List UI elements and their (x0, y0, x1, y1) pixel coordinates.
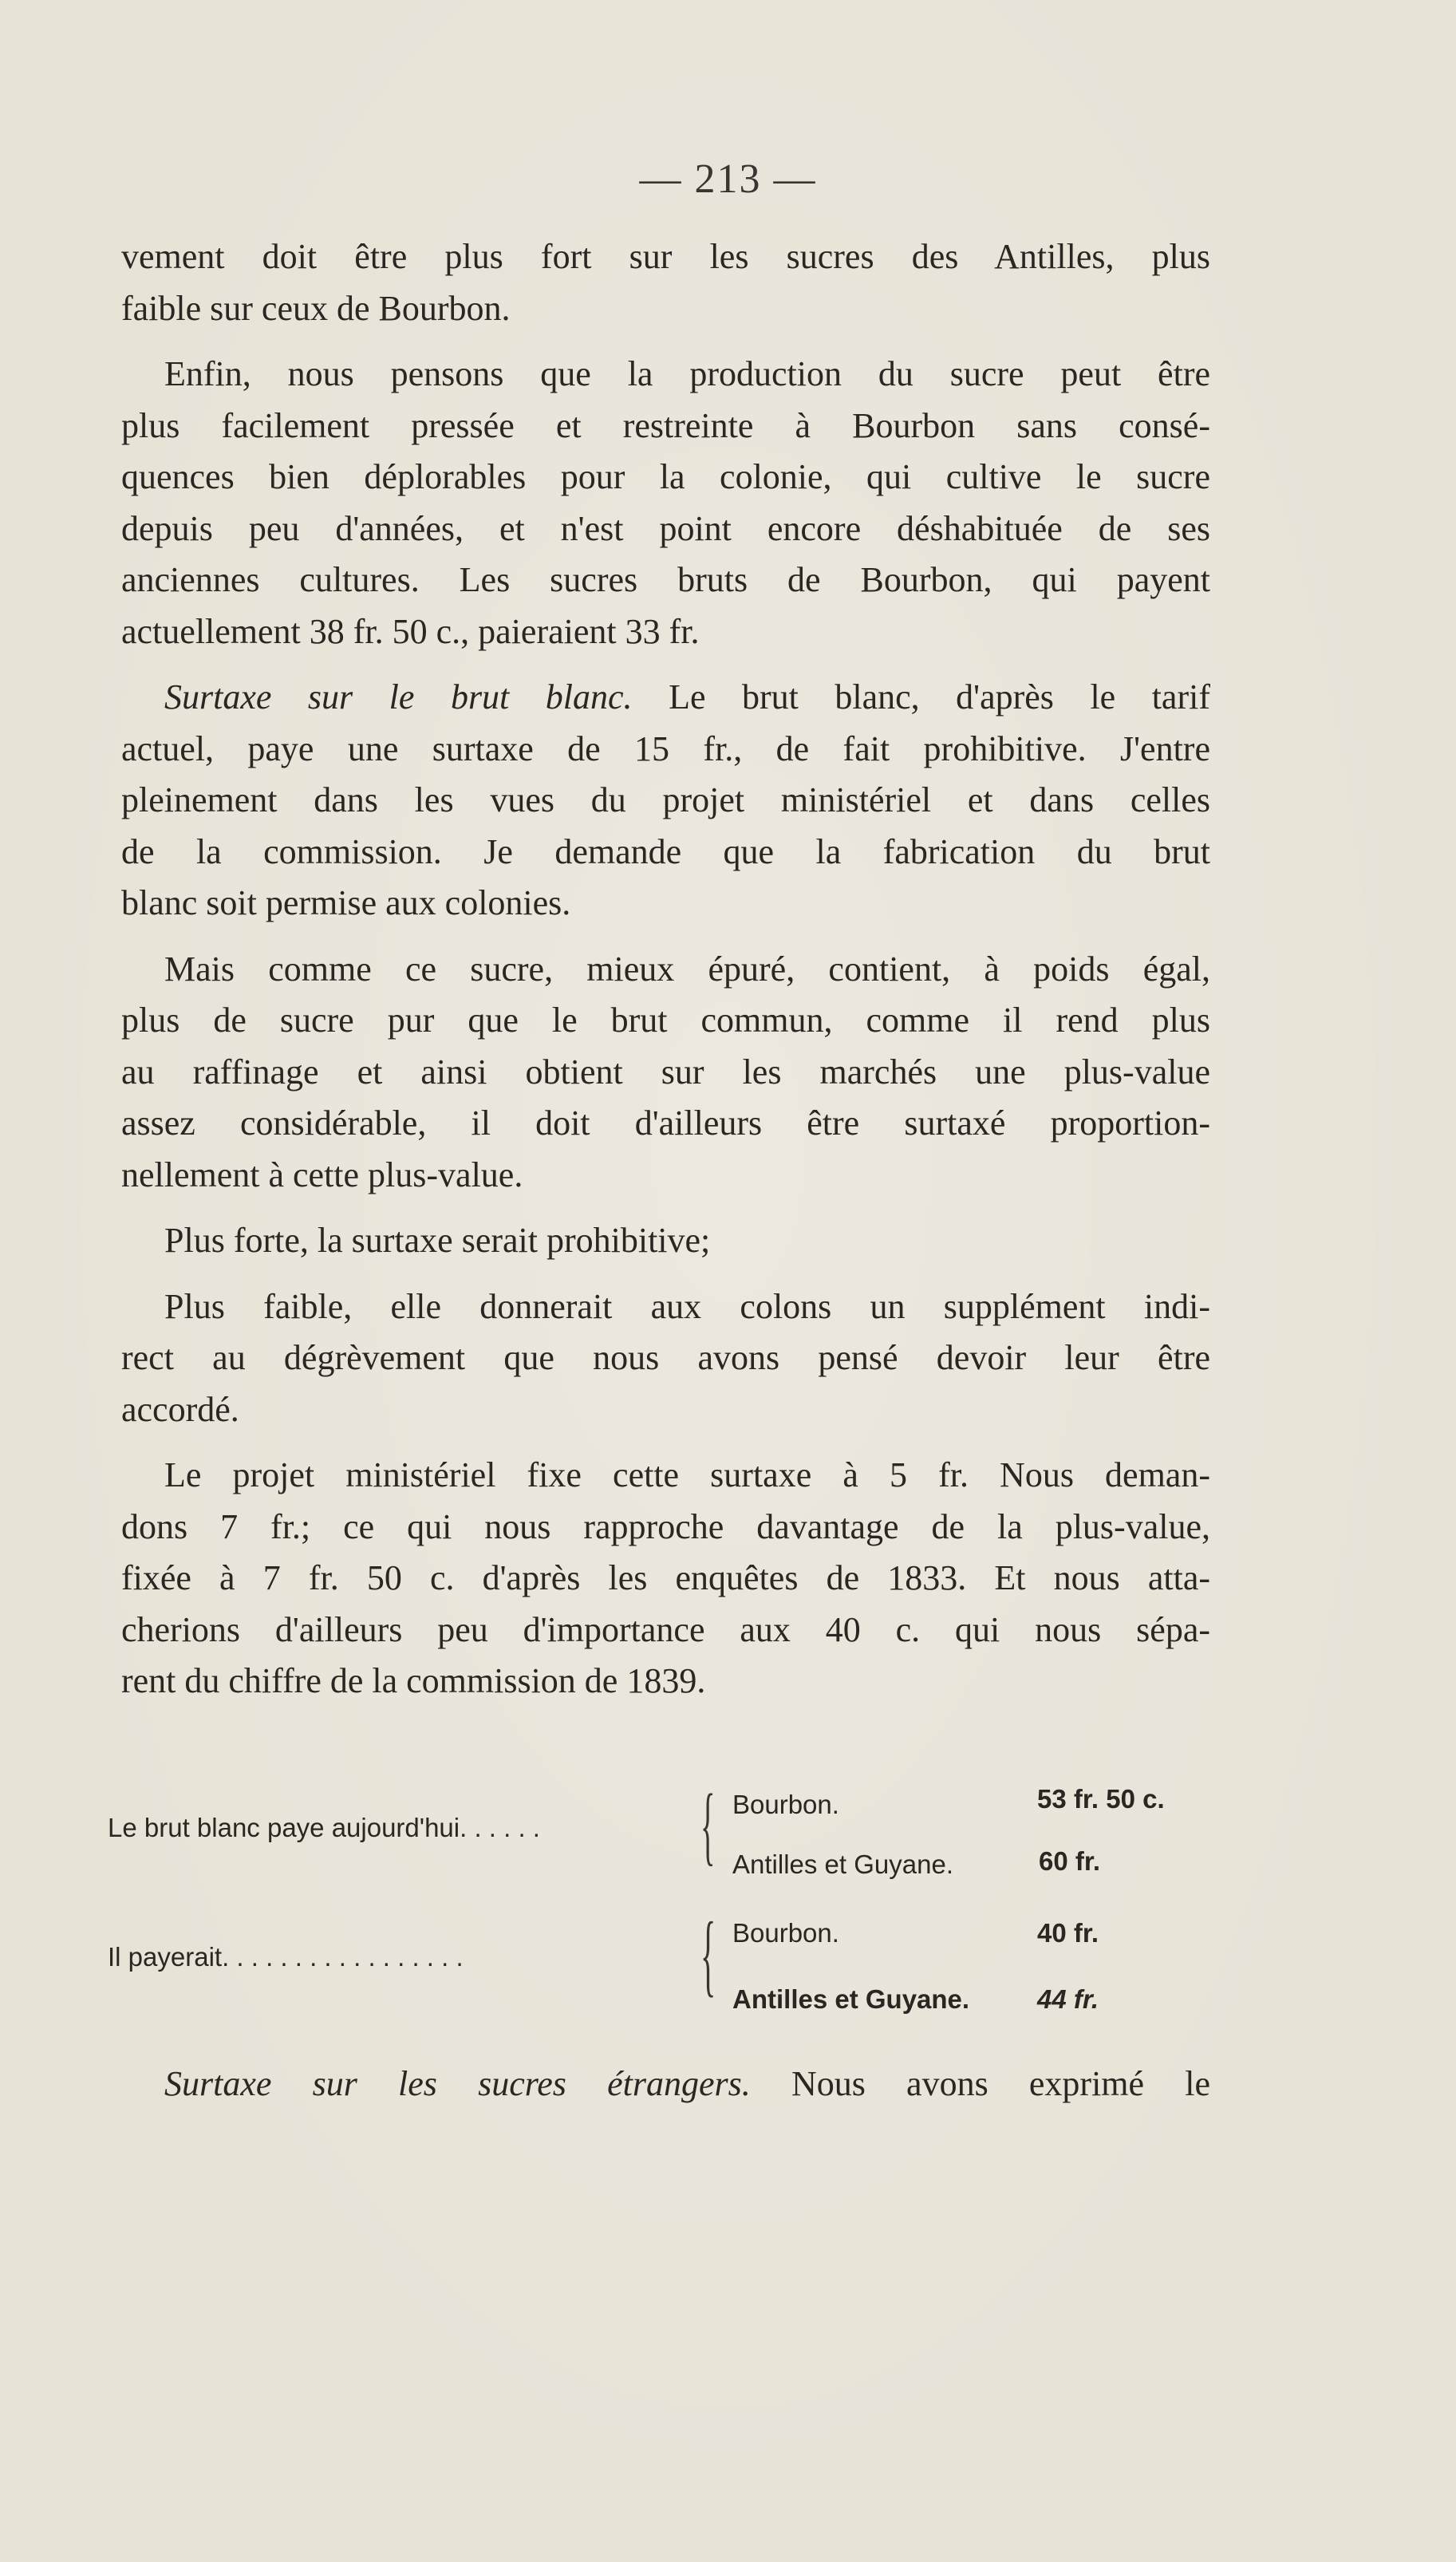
text-line: nellement à cette plus-value. (121, 1155, 523, 1194)
paragraph-7 (121, 1450, 1210, 1707)
text-line: fixée à 7 fr. 50 c. d'après les enquêtes de 1833. Et nous atta- (121, 1558, 1210, 1597)
text-line: accordé. (121, 1389, 239, 1429)
text-line: anciennes cultures. Les sucres bruts de Bourbon, qui payent (121, 560, 1210, 599)
page-number: — 213 — (639, 156, 817, 202)
body-text (121, 231, 1210, 1722)
text-line: assez considérable, il doit d'ailleurs être surtaxé proportion- (121, 1103, 1210, 1143)
brace-icon: { (700, 1904, 716, 2005)
text-line: pleinement dans les vues du projet ministériel et dans celles (121, 780, 1210, 819)
brace-icon: { (700, 1776, 716, 1873)
text-line: Plus faible, elle donnerait aux colons un supplément indi- (164, 1286, 1210, 1326)
text-fragment: Nous avons exprimé le (750, 2064, 1210, 2103)
table-price: 53 fr. 50 c. (1037, 1784, 1165, 1814)
section-heading-brut-blanc: Surtaxe sur le brut blanc. (164, 677, 633, 716)
text-line: actuel, paye une surtaxe de 15 fr., de fait prohibitive. J'entre (121, 728, 1210, 768)
text-line: Mais comme ce sucre, mieux épuré, contient, à poids égal, (164, 949, 1210, 989)
text-line: plus facilement pressée et restreinte à Bourbon sans consé- (121, 405, 1210, 445)
table-price: 40 fr. (1037, 1918, 1099, 1948)
text-line: blanc soit permise aux colonies. (121, 883, 571, 922)
text-line (121, 672, 1210, 724)
text-line: rent du chiffre de la commission de 1839. (121, 1661, 706, 1700)
text-line: Plus forte, la surtaxe serait prohibitive; (164, 1221, 711, 1260)
text-fragment: Le brut blanc, d'après le tarif (632, 677, 1210, 716)
table-row-label: Il payerait. . . . . . . . . . . . . . . . . (108, 1942, 464, 1972)
table-place: Bourbon. (732, 1790, 839, 1819)
text-line: dons 7 fr.; ce qui nous rapproche davantage de la plus-value, (121, 1506, 1210, 1546)
text-line: plus de sucre pur que le brut commun, comme il rend plus (121, 1001, 1210, 1040)
text-line: rect au dégrèvement que nous avons pensé devoir leur être (121, 1338, 1210, 1377)
text-line: Enfin, nous pensons que la production du sucre peut être (164, 354, 1210, 393)
paragraph-4 (121, 944, 1210, 1202)
paragraph-6 (121, 1281, 1210, 1436)
table-place: Antilles et Guyane. (732, 1849, 953, 1879)
paragraph-5 (121, 1215, 1210, 1267)
paragraph-8 (164, 2059, 1210, 2110)
text-line: faible sur ceux de Bourbon. (121, 288, 511, 328)
text-line: au raffinage et ainsi obtient sur les marchés une plus-value (121, 1052, 1210, 1092)
table-price: 44 fr. (1037, 1984, 1099, 2014)
text-line: depuis peu d'années, et n'est point encore déshabituée de ses (121, 508, 1210, 548)
paragraph-2 (121, 349, 1210, 657)
text-line: actuellement 38 fr. 50 c., paieraient 33 fr. (121, 611, 700, 651)
paragraph-3 (121, 672, 1210, 930)
table-place: Bourbon. (732, 1918, 839, 1948)
section-heading-sucres-etrangers: Surtaxe sur les sucres étrangers. (164, 2064, 751, 2103)
table-row-label: Le brut blanc paye aujourd'hui. . . . . . (108, 1813, 540, 1842)
text-line: quences bien déplorables pour la colonie, qui cultive le sucre (121, 457, 1210, 496)
paragraph-1 (121, 231, 1210, 334)
table-place: Antilles et Guyane. (732, 1984, 970, 2014)
text-line: vement doit être plus fort sur les sucres des Antilles, plus (121, 237, 1210, 276)
text-line: de la commission. Je demande que la fabrication du brut (121, 831, 1210, 871)
table-price: 60 fr. (1039, 1846, 1101, 1876)
text-line: Le projet ministériel fixe cette surtaxe à 5 fr. Nous deman- (164, 1455, 1210, 1494)
text-line: cherions d'ailleurs peu d'importance aux 40 c. qui nous sépa- (121, 1609, 1210, 1649)
